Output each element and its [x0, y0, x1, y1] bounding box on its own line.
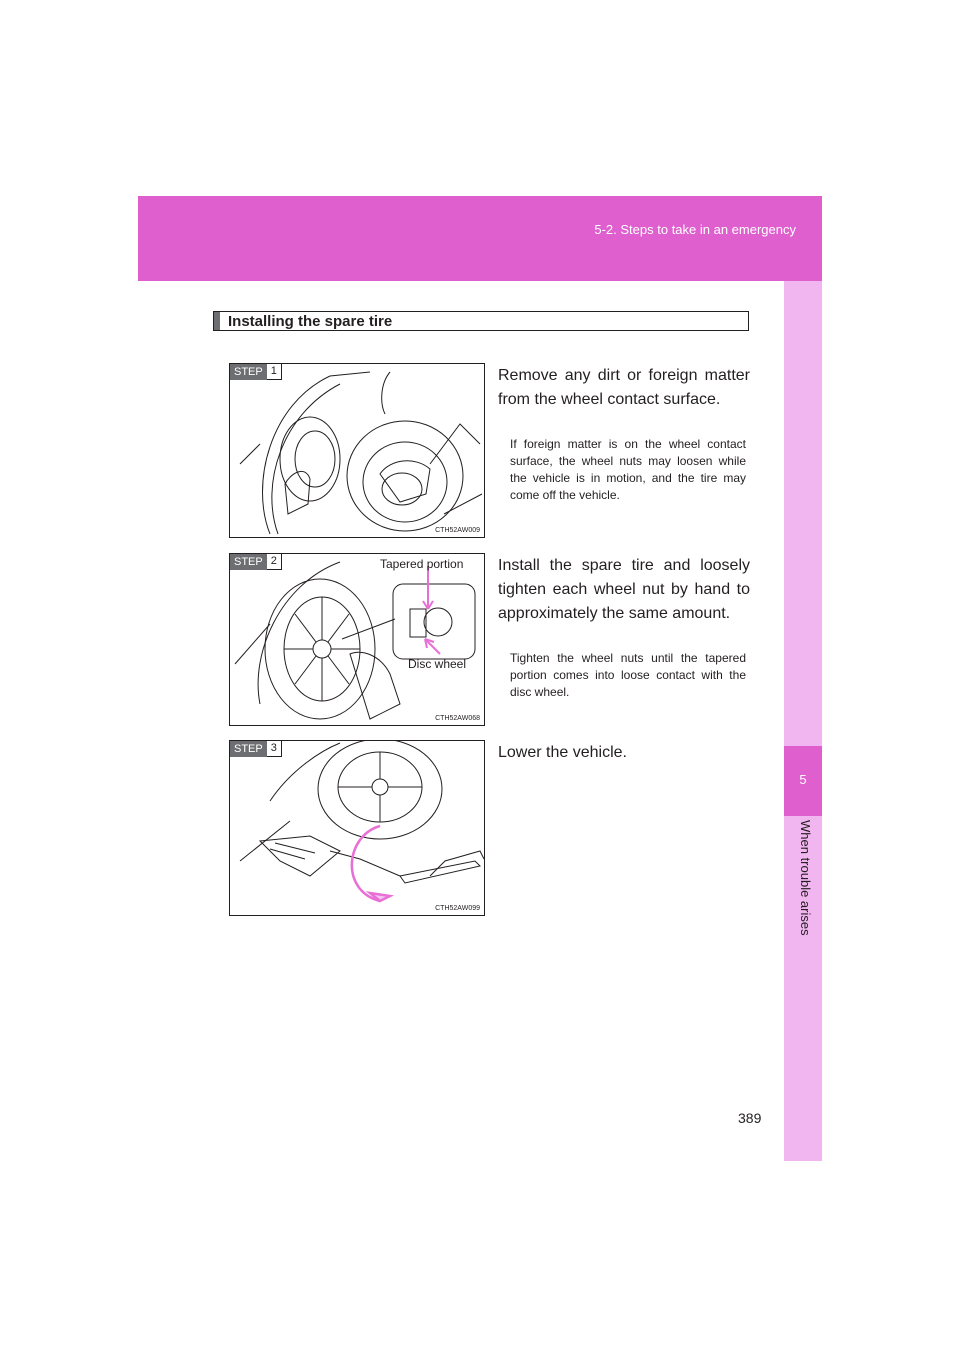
page-number: 389	[738, 1110, 762, 1126]
step-3-badge	[230, 741, 282, 757]
chapter-number: 5	[799, 772, 807, 787]
callout-disc-wheel: Disc wheel	[408, 657, 467, 671]
header-band	[138, 196, 822, 281]
step-3-heading: Lower the vehicle.	[498, 744, 627, 761]
chapter-title: When trouble arises	[798, 820, 813, 936]
step-badge-label: STEP	[230, 554, 267, 570]
chapter-number-tab[interactable]	[784, 746, 822, 816]
step-badge-number: 2	[267, 554, 282, 570]
section-title-bar	[213, 311, 749, 331]
step-badge-number: 1	[267, 364, 282, 380]
figure-code: CTH52AW009	[435, 527, 480, 534]
wheel-cleaning-illustration	[230, 364, 484, 537]
figure-code: CTH52AW099	[435, 905, 480, 912]
lower-vehicle-illustration	[230, 741, 484, 915]
step-2-heading: Install the spare tire and loosely tighten each wheel nut by hand to approximately the same amount.	[498, 557, 750, 622]
step-1-note: If foreign matter is on the wheel contact surface, the wheel nuts may loosen while the vehicle is in motion, and the tire may come off the vehicle.	[510, 437, 746, 502]
step-2-figure	[229, 553, 485, 726]
step-2-badge	[230, 554, 282, 570]
spare-tire-install-illustration	[230, 554, 484, 725]
step-1-badge	[230, 364, 282, 380]
section-title: Installing the spare tire	[228, 313, 393, 330]
step-1-figure	[229, 363, 485, 538]
step-badge-number: 3	[267, 741, 282, 757]
step-1-heading: Remove any dirt or foreign matter from the wheel contact surface.	[498, 367, 750, 408]
chapter-side-tab	[784, 281, 822, 1161]
callout-tapered-portion: Tapered portion	[380, 557, 464, 571]
figure-code: CTH52AW068	[435, 715, 480, 722]
step-3-figure	[229, 740, 485, 916]
section-breadcrumb: 5-2. Steps to take in an emergency	[594, 222, 796, 237]
step-2-note: Tighten the wheel nuts until the tapered portion comes into loose contact with the disc wheel.	[510, 651, 746, 699]
step-badge-label: STEP	[230, 741, 267, 757]
step-badge-label: STEP	[230, 364, 267, 380]
